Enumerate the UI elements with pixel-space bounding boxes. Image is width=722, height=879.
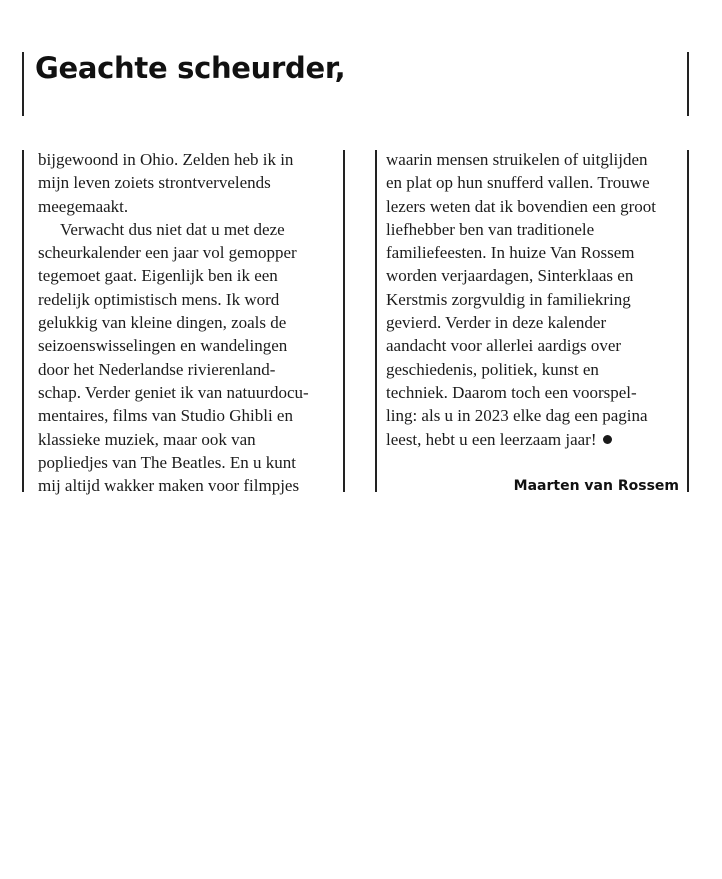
- text-line: bijgewoond in Ohio. Zelden heb ik in: [38, 150, 294, 169]
- header-left-rule: [22, 52, 24, 116]
- column-left-right-rule: [343, 150, 345, 492]
- text-line: lezers weten dat ik bovendien een groot: [386, 196, 657, 216]
- body-text-column-right: [386, 148, 680, 451]
- text-line: geschiedenis, politiek, kunst en: [386, 359, 599, 379]
- paragraph-start-line: Verwacht dus niet dat u met deze: [60, 219, 285, 239]
- column-left-left-rule: [22, 150, 24, 492]
- final-text-line: [386, 428, 680, 451]
- text-line: mentaires, films van Studio Ghibli en: [38, 406, 293, 426]
- text-line: popliedjes van The Beatles. En u kunt: [38, 452, 296, 472]
- text-line: waarin mensen struikelen of uitglijden: [386, 150, 648, 169]
- text-line: Kerstmis zorgvuldig in familiekring: [386, 289, 631, 309]
- text-line: techniek. Daarom toch een voorspel-: [386, 382, 637, 402]
- text-line: gevierd. Verder in deze kalender: [386, 313, 607, 333]
- text-line: ling: als u in 2023 elke dag een pagina: [386, 406, 648, 426]
- body-text-column-left: [38, 148, 336, 497]
- end-of-text-bullet-icon: [603, 435, 612, 444]
- text-line: en plat op hun snufferd vallen. Trouwe: [386, 173, 650, 193]
- text-line: scheurkalender een jaar vol gemopper: [38, 243, 297, 263]
- author-signature: Maarten van Rossem: [513, 478, 679, 494]
- text-line: mijn leven zoiets strontvervelends: [38, 173, 271, 193]
- column-right-right-rule: [687, 150, 689, 492]
- text-line: liefhebber ben van traditionele: [386, 219, 595, 239]
- text-line: meegemaakt.: [38, 196, 129, 216]
- final-text-content: leest, hebt u een leerzaam jaar!: [386, 429, 597, 449]
- text-line: redelijk optimistisch mens. Ik word: [38, 289, 280, 309]
- text-line: mij altijd wakker maken voor filmpjes: [38, 476, 300, 496]
- column-right-left-rule: [375, 150, 377, 492]
- text-line: schap. Verder geniet ik van natuurdocu-: [38, 382, 309, 402]
- text-line: klassieke muziek, maar ook van: [38, 429, 256, 449]
- text-line: door het Nederlandse rivierenland-: [38, 359, 276, 379]
- text-line: gelukkig van kleine dingen, zoals de: [38, 313, 287, 333]
- text-line: seizoenswisselingen en wandelingen: [38, 336, 288, 356]
- letter-salutation-heading: Geachte scheurder,: [35, 51, 346, 85]
- text-line: tegemoet gaat. Eigenlijk ben ik een: [38, 266, 278, 286]
- text-line: worden verjaardagen, Sinterklaas en: [386, 266, 634, 286]
- text-line: familiefeesten. In huize Van Rossem: [386, 243, 635, 263]
- text-line: aandacht voor allerlei aardigs over: [386, 336, 622, 356]
- header-right-rule: [687, 52, 689, 116]
